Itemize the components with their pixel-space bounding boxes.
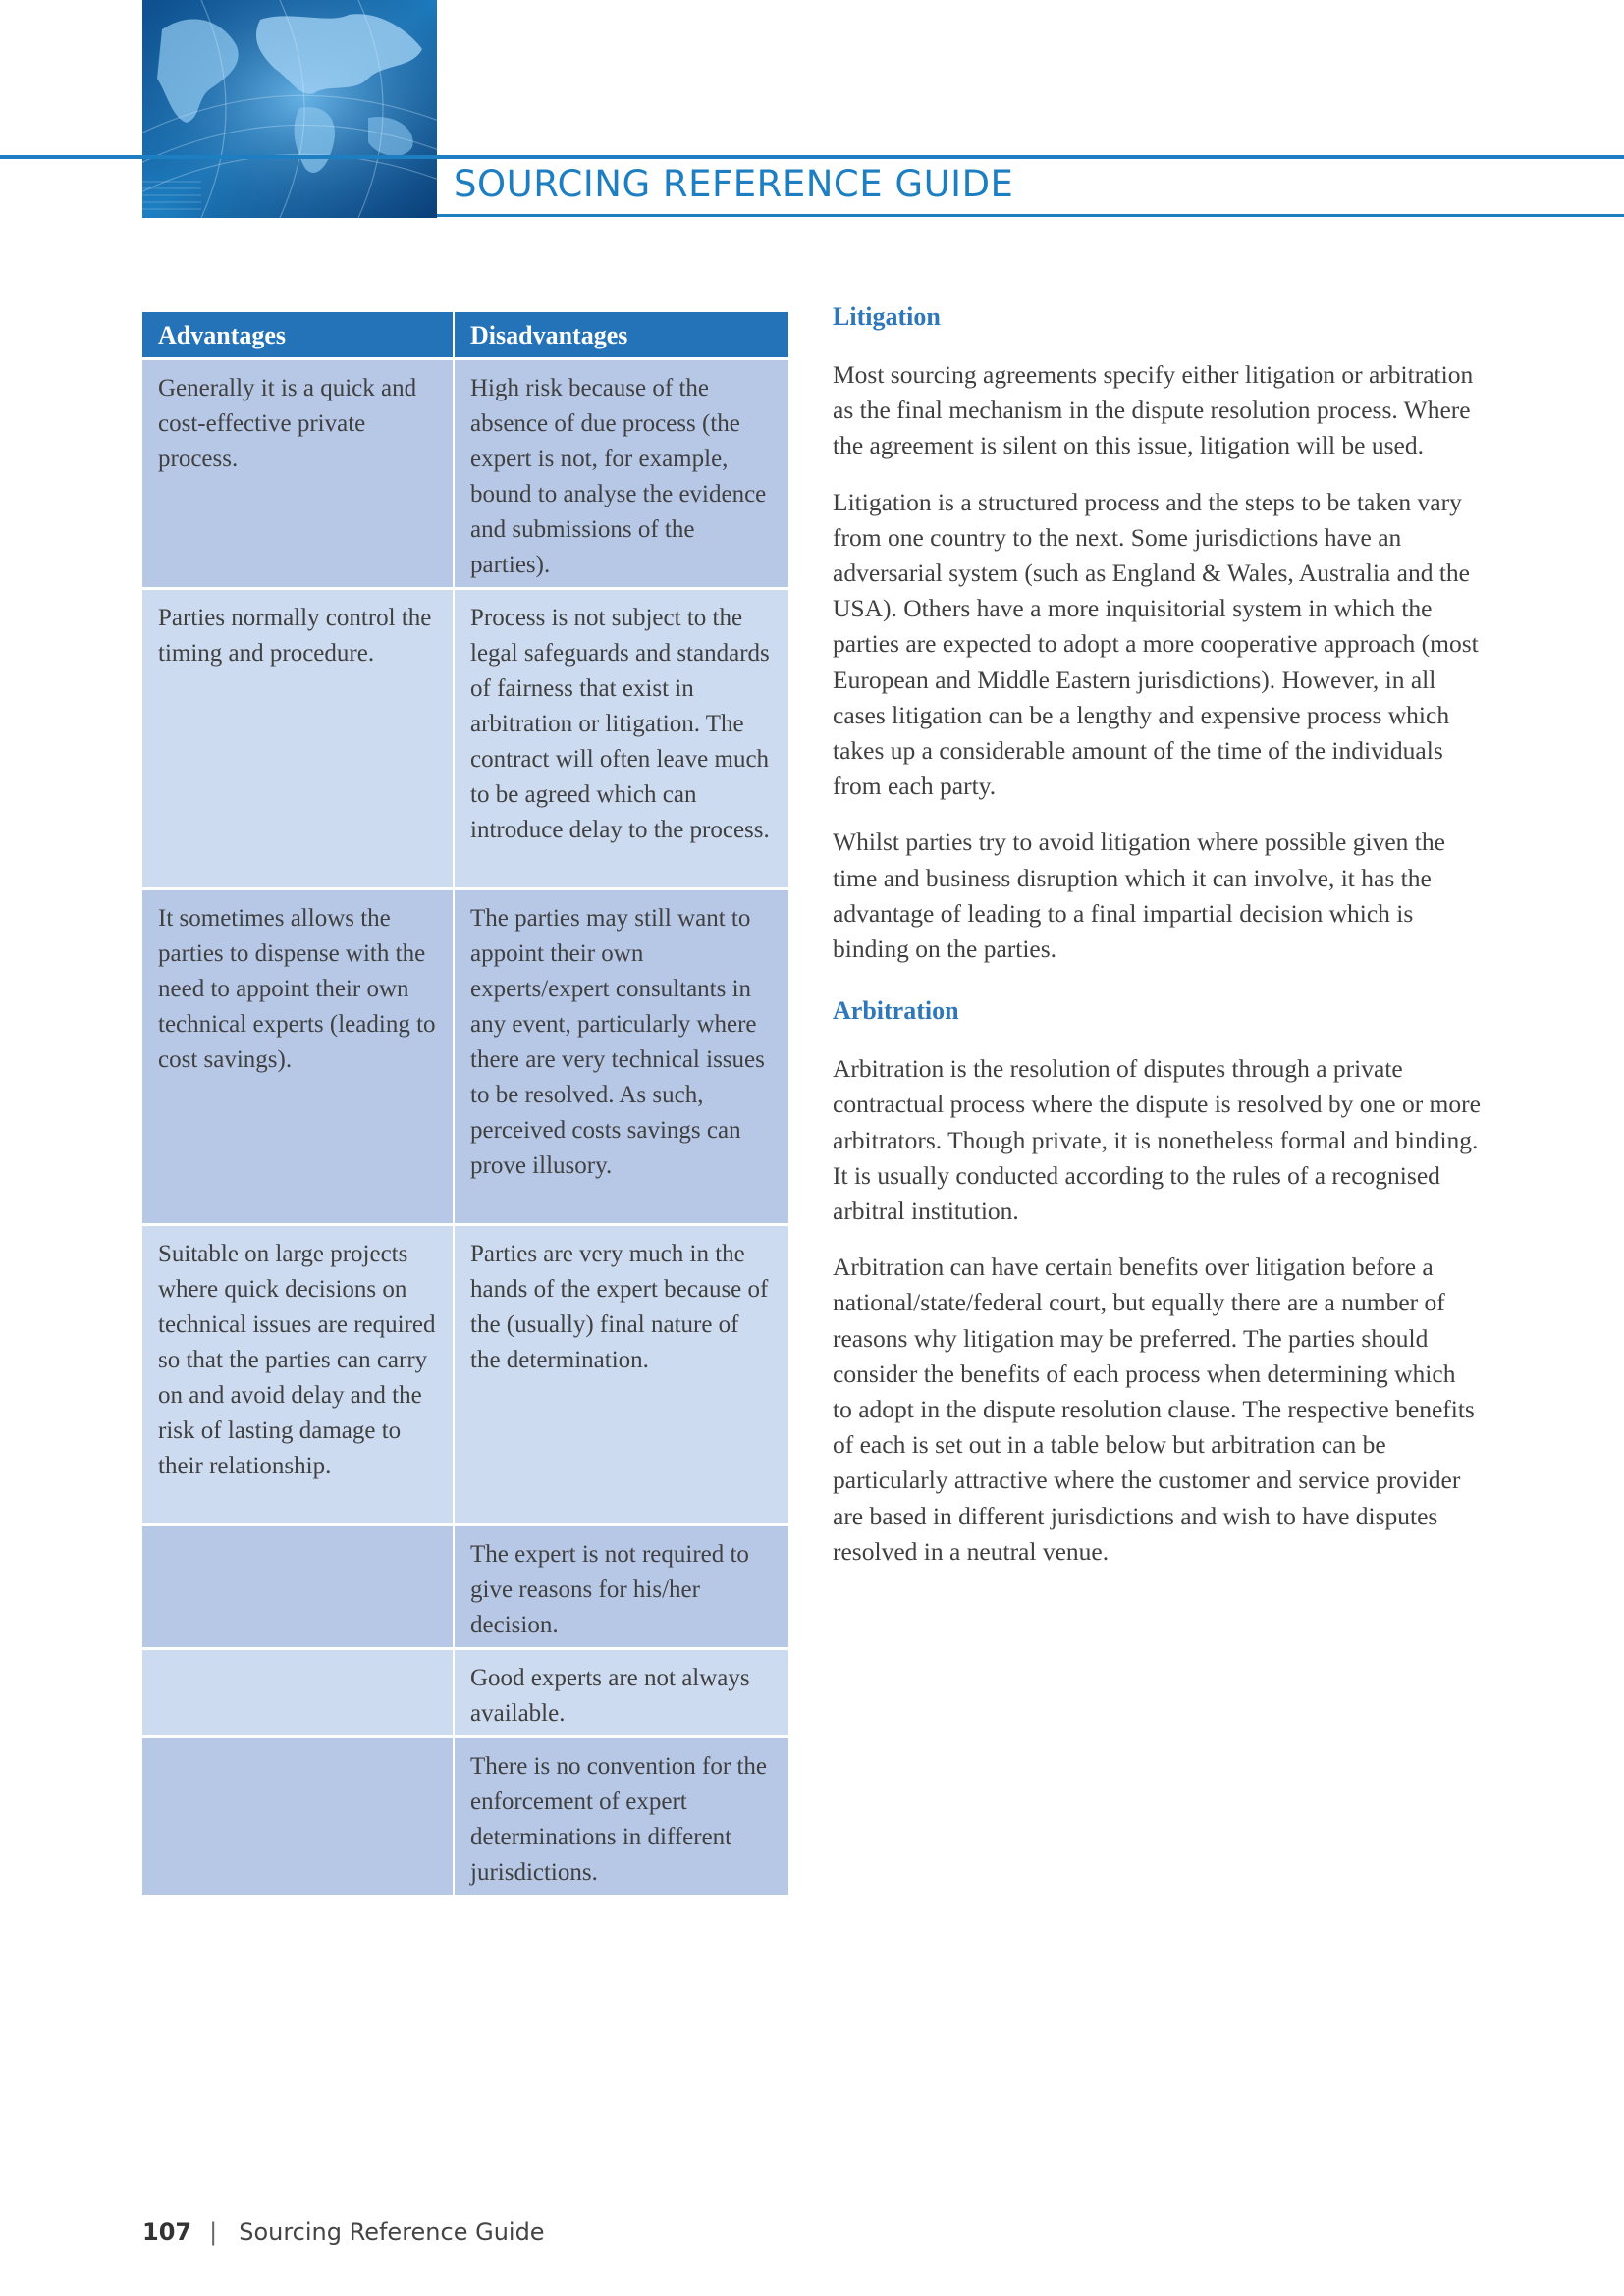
table-row (142, 890, 788, 1226)
table-row (142, 360, 788, 590)
disadvantage-cell: Parties are very much in the hands of the expert because of the (usually) final nature of the determination. (455, 1226, 788, 1526)
arbitration-paragraph: Arbitration can have certain benefits over litigation before a national/state/federal court, but equally there are a number of reasons why litigation may be preferred. The parties should consider the benefits of each process when determining which to adopt in the dispute resolution clause. The respective benefits of each is set out in a table below but arbitration can be particularly attractive where the customer and service provider are based in different jurisdictions and wish to have disputes resolved in a neutral venue. (833, 1253, 1475, 1566)
disadvantage-cell: The parties may still want to appoint their own experts/expert consultants in any event, particularly where there are very technical issues to be resolved. As such, perceived costs savings can prove illusory. (455, 890, 788, 1226)
table-row (142, 1526, 788, 1650)
table-row (142, 590, 788, 890)
arbitration-heading: Arbitration (833, 996, 959, 1026)
table-row (142, 1650, 788, 1738)
disadvantage-cell: Good experts are not always available. (455, 1650, 788, 1738)
arbitration-paragraph: Arbitration is the resolution of disputes through a private contractual process where the dispute is resolved by one or more arbitrators. Though private, it is nonetheless formal and binding. It is usually conducted according to the rules of a recognised arbitral institution. (833, 1054, 1481, 1226)
litigation-paragraph: Most sourcing agreements specify either litigation or arbitration as the final mechanism in the dispute resolution process. Where the agreement is silent on this issue, litigation will be used. (833, 360, 1474, 460)
table-header-advantages: Advantages (142, 312, 455, 360)
disadvantage-cell: Process is not subject to the legal safeguards and standards of fairness that exist in arbitration or litigation. The contract will often leave much to be agreed which can introduce delay to the process. (455, 590, 788, 890)
advantage-cell: Suitable on large projects where quick decisions on technical issues are required so that the parties can carry on and avoid delay and the risk of lasting damage to their relationship. (142, 1226, 455, 1526)
header-globe-image (142, 0, 437, 218)
advantage-cell: It sometimes allows the parties to dispense with the need to appoint their own technical experts (leading to cost savings). (142, 890, 455, 1226)
footer-separator: | (209, 2218, 218, 2246)
right-column (833, 300, 1481, 1590)
page-footer (142, 2218, 545, 2246)
advantage-cell: Generally it is a quick and cost-effective private process. (142, 360, 455, 590)
litigation-heading: Litigation (833, 302, 941, 331)
header-rule-bottom (437, 214, 1624, 217)
litigation-paragraph: Litigation is a structured process and the steps to be taken vary from one country to the next. Some jurisdictions have an adversarial system (such as England & Wales, Australia and the USA). Others have a more inquisitorial system in which the parties are expected to adopt a more cooperative approach (most European and Middle Eastern jurisdictions). However, in all cases litigation can be a lengthy and expensive process which takes up a considerable amount of the time of the individuals from each party. (833, 487, 1479, 801)
table-header-disadvantages: Disadvantages (455, 312, 788, 360)
disadvantage-cell: High risk because of the absence of due process (the expert is not, for example, bound to analyse the evidence and submissions of the parties). (455, 360, 788, 590)
footer-title: Sourcing Reference Guide (239, 2218, 545, 2246)
header-title: SOURCING REFERENCE GUIDE (454, 163, 1014, 205)
advantages-disadvantages-table (142, 312, 788, 1897)
advantage-cell (142, 1526, 455, 1650)
litigation-paragraph: Whilst parties try to avoid litigation where possible given the time and business disruption which it can involve, it has the advantage of leading to a final impartial decision which is binding on the parties. (833, 828, 1445, 964)
page-number: 107 (142, 2218, 192, 2246)
advantage-cell (142, 1738, 455, 1897)
advantage-cell (142, 1650, 455, 1738)
advantage-cell: Parties normally control the timing and procedure. (142, 590, 455, 890)
header-rule-top (0, 155, 1624, 159)
disadvantage-cell: There is no convention for the enforcement of expert determinations in different jurisdictions. (455, 1738, 788, 1897)
table-row (142, 1738, 788, 1897)
disadvantage-cell: The expert is not required to give reasons for his/her decision. (455, 1526, 788, 1650)
table-row (142, 1226, 788, 1526)
